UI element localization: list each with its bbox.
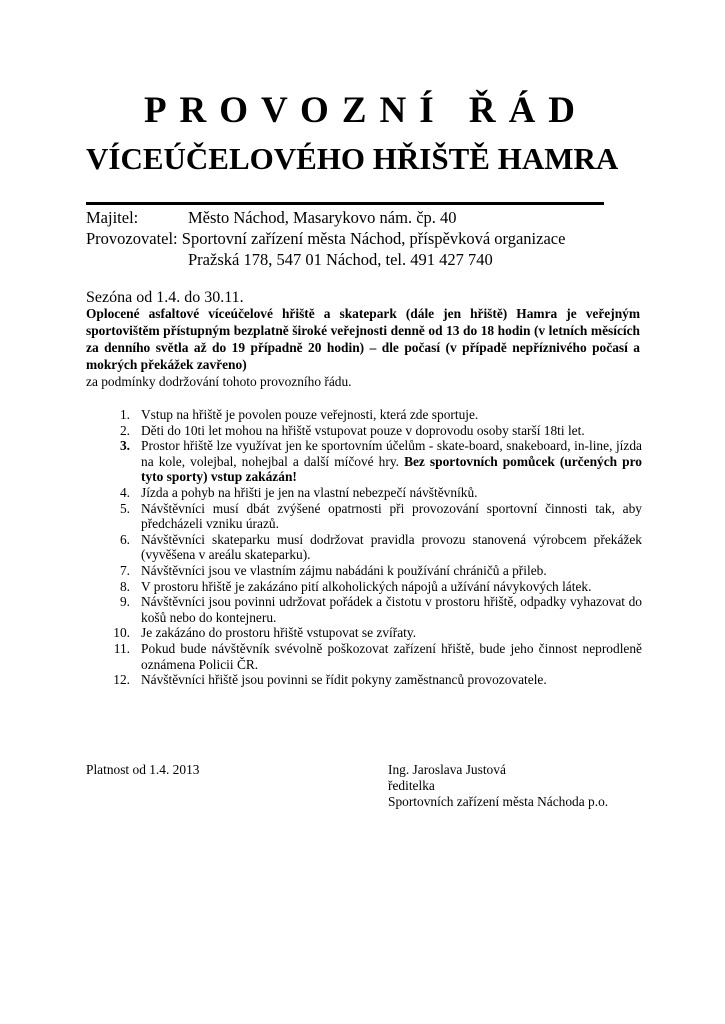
owner-value: Město Náchod, Masarykovo nám. čp. 40 xyxy=(188,208,457,227)
operator-label: Provozovatel: xyxy=(86,229,178,248)
intro-normal-text: za podmínky dodržování tohoto provozního řádu. xyxy=(86,374,352,389)
rule-number: 8. xyxy=(119,578,130,594)
rule-text: Návštěvníci skateparku musí dodržovat pravidla provozu stanovená výrobcem překážek (vyvěšena v areálu skateparku). xyxy=(141,531,642,563)
rule-item xyxy=(96,532,642,563)
rule-text: Prostor hřiště lze využívat jen ke sportovním účelům - skate-board, snakeboard, in-line, jízda na kole, volejbal, nohejbal a další míčové hry. xyxy=(141,438,642,469)
signature-block xyxy=(388,762,608,810)
rule-number: 1. xyxy=(119,407,130,422)
rule-item xyxy=(96,672,642,688)
rule-item xyxy=(96,501,642,532)
rule-text-wrap xyxy=(130,563,642,579)
page-subtitle: VÍCEÚČELOVÉHO HŘIŠTĚ HAMRA xyxy=(86,141,619,176)
rule-item xyxy=(96,594,642,625)
signer-name: Ing. Jaroslava Justová xyxy=(388,762,506,777)
rule-text: Pokud bude návštěvník svévolně poškozovat zařízení hřiště, bude jeho činnost neprodleně oznámena Policii ČR. xyxy=(141,640,642,672)
rule-text-wrap xyxy=(130,594,642,625)
rule-number: 2. xyxy=(119,422,130,438)
rule-item xyxy=(96,438,642,485)
rule-text: Návštěvníci hřiště jsou povinni se řídit pokyny zaměstnanců provozovatele. xyxy=(141,672,547,688)
rule-number: 7. xyxy=(119,562,130,578)
rule-item xyxy=(96,485,642,501)
rule-text: Jízda a pohyb na hřišti je jen na vlastní nebezpečí návštěvníků. xyxy=(141,484,478,500)
rule-item xyxy=(96,641,642,672)
rule-item xyxy=(96,423,642,439)
rule-item xyxy=(96,579,642,595)
rule-text-wrap xyxy=(130,579,642,595)
operator-value: Sportovní zařízení města Náchod, příspěvková organizace xyxy=(181,229,566,248)
owner-info xyxy=(86,207,565,270)
rule-text: Děti do 10ti let mohou na hřiště vstupovat pouze v doprovodu osoby starší 18ti let. xyxy=(141,422,585,438)
rule-text: V prostoru hřiště je zakázáno pití alkoholických nápojů a užívání návykových látek. xyxy=(141,578,592,594)
owner-label: Majitel: xyxy=(86,208,139,227)
rule-number: 6. xyxy=(119,531,130,547)
address-row xyxy=(86,249,565,270)
rule-number: 3. xyxy=(119,438,130,454)
rule-text-wrap xyxy=(130,423,642,439)
rule-text: Je zakázáno do prostoru hřiště vstupovat se zvířaty. xyxy=(141,625,417,641)
rule-item xyxy=(96,625,642,641)
rule-item xyxy=(96,563,642,579)
rule-text: Návštěvníci jsou ve vlastním zájmu nabádáni k používání chráničů a přileb. xyxy=(141,562,547,578)
rule-bold-text: Bez sportovních pomůcek (určených pro tyto sporty) vstup zakázán! xyxy=(141,453,642,485)
signer-organization: Sportovních zařízení města Náchoda p.o. xyxy=(388,794,609,809)
intro-paragraph xyxy=(86,305,640,390)
operator-address: Pražská 178, 547 01 Náchod, tel. 491 427 740 xyxy=(188,250,493,269)
rule-text-wrap xyxy=(130,641,642,672)
owner-row xyxy=(86,207,565,228)
rule-number: 11. xyxy=(113,640,130,656)
rule-text-wrap xyxy=(130,672,642,688)
rule-text: Návštěvníci musí dbát zvýšené opatrnosti při provozování sportovní činnosti tak, aby předcházeli vzniku úrazů. xyxy=(141,500,642,532)
signer-role: ředitelka xyxy=(388,778,435,793)
rule-item xyxy=(96,407,642,423)
rule-text: Vstup na hřiště je povolen pouze veřejnosti, která zde sportuje. xyxy=(141,407,479,422)
rule-text-wrap xyxy=(130,438,642,485)
rule-number: 12. xyxy=(113,672,130,688)
title-divider xyxy=(86,202,604,205)
rule-number: 10. xyxy=(113,625,130,641)
rule-number: 4. xyxy=(119,484,130,500)
rule-text-wrap xyxy=(130,532,642,563)
rule-text-wrap xyxy=(130,625,642,641)
season-text: Sezóna od 1.4. do 30.11. xyxy=(86,289,244,306)
rule-number: 5. xyxy=(119,500,130,516)
validity-text: Platnost od 1.4. 2013 xyxy=(86,762,200,777)
intro-bold-text: Oplocené asfaltové víceúčelové hřiště a skatepark (dále jen hřiště) Hamra je veřejným sportovištěm přístupným bezplatně široké veřejnosti denně od 13 do 18 hodin (v letních měsících za denního světla až do 19 případně 20 hodin) – dle počasí (v případě nepříznivého počasí a mokrých překážek zavřeno) xyxy=(86,306,640,372)
rule-text: Návštěvníci jsou povinni udržovat pořádek a čistotu v prostoru hřiště, odpadky vyhazovat do košů nebo do kontejneru. xyxy=(141,594,642,625)
operator-row xyxy=(86,228,565,249)
rule-text-wrap xyxy=(130,407,642,423)
rule-number: 9. xyxy=(119,594,130,610)
rule-text-wrap xyxy=(130,501,642,532)
page-title: PROVOZNÍ ŘÁD xyxy=(143,90,589,131)
rules-list xyxy=(96,407,642,688)
rule-text-wrap xyxy=(130,485,642,501)
